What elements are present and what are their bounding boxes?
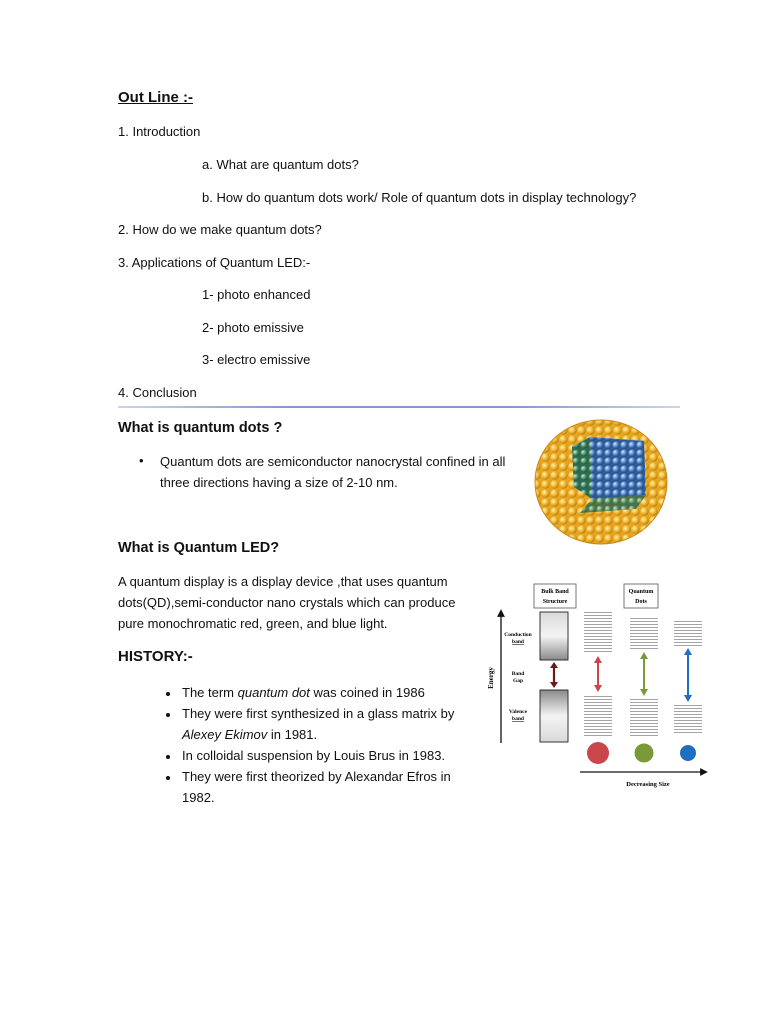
bulk-label-line2: Structure [542,599,568,605]
bulk-conduction-band [540,612,568,660]
history-person: Alexey Ekimov [182,727,268,742]
qd-green-valence-levels [630,698,658,736]
history-title: HISTORY:- [118,648,193,665]
band-structure-diagram [482,578,712,793]
history-item: • In colloidal suspension by Louis Brus in 1983. [180,745,480,766]
valence-label-line1: Valence [508,709,528,715]
outline-subitem-photo-emissive: 2- photo emissive [202,320,304,335]
history-text: in 1981. [267,727,318,742]
outline-item-applications: 3. Applications of Quantum LED:- [118,255,311,270]
bullet-icon: • [139,453,144,468]
large-red-dot [587,742,609,764]
section-divider [118,406,680,408]
conduction-label-line1: Conduction [504,632,532,638]
qd-section-title: What is quantum dots ? [118,420,283,436]
history-term: quantum dot [237,685,310,700]
qd-blue-valence-levels [674,704,702,734]
bulk-valence-band [540,690,568,742]
qled-paragraph: A quantum display is a display device ,that uses quantum dots(QD),semi-conductor nano crystals which can produce pure monochromatic red, green, and blue light. [118,574,456,631]
qd-green-conduction-levels [630,616,658,650]
history-item: • They were first theorized by Alexandar Efros in 1982. [180,766,480,808]
gap-label-line2: Gap [512,678,524,684]
valence-label-line2: band [512,716,524,722]
qd-label-line2: Dots [635,599,647,605]
gap-label-line1: Band [511,671,525,677]
history-list [160,682,480,808]
outline-subitem-photo-enhanced: 1- photo enhanced [202,287,311,302]
qd-label-line1: Quantum [628,589,654,595]
medium-green-dot [635,744,654,763]
qd-definition: Quantum dots are semiconductor nanocrystal confined in all three directions having a size of 2-10 nm. [160,454,506,490]
outline-item-make-qd: 2. How do we make quantum dots? [118,222,322,237]
conduction-label-line2: band [512,639,524,645]
small-blue-dot [680,745,696,761]
quantum-dot-sphere-illustration [532,417,670,547]
history-text: They were first synthesized in a glass matrix by [182,706,455,721]
energy-axis-label: Energy [487,667,495,689]
outline-subitem-electro-emissive: 3- electro emissive [202,352,311,367]
history-text: The term [182,685,238,700]
outline-subitem-what-are-qd: a. What are quantum dots? [202,157,359,172]
outline-subitem-how-qd-work: b. How do quantum dots work/ Role of quantum dots in display technology? [202,190,637,205]
qd-blue-conduction-levels [674,620,702,646]
history-item [180,682,480,703]
outline-title: Out Line :- [118,89,193,106]
qd-red-valence-levels [584,694,612,738]
history-item [180,703,480,745]
outline-item-introduction: 1. Introduction [118,124,201,139]
bulk-label-line1: Bulk Band [541,589,569,595]
qd-red-conduction-levels [584,612,612,654]
history-text: was coined in 1986 [309,685,425,700]
size-axis-label: Decreasing Size [626,781,670,788]
outline-item-conclusion: 4. Conclusion [118,385,197,400]
qled-section-title: What is Quantum LED? [118,540,280,556]
